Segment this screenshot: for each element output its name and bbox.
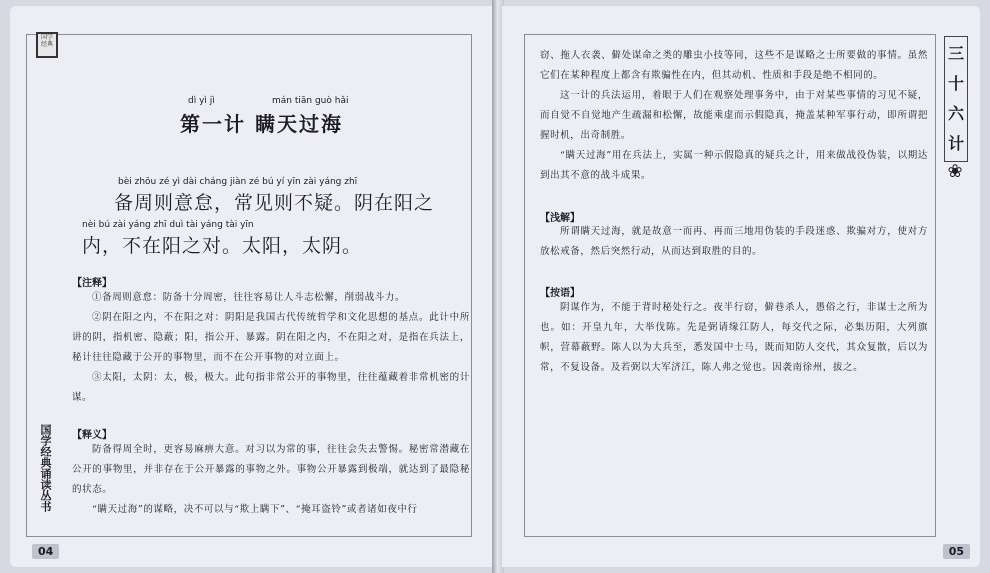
left-page xyxy=(10,6,494,567)
right-page xyxy=(502,6,980,567)
para-2: 这一计的兵法运用，着眼于人们在观察处理事务中，由于对某些事情的习见不疑，而自觉不自觉地产生疏漏和松懈，故能乘虚而示假隐真，掩盖某种军事行动，即所谓把握时机，出奇制胜。 xyxy=(540,90,928,141)
chapter-title: 第一计 瞒天过海 xyxy=(180,112,343,136)
notes-header: 【注释】 xyxy=(72,278,112,289)
series-name: 国学经典诵读丛书 xyxy=(39,424,52,512)
para-3: “瞒天过海”用在兵法上，实属一种示假隐真的疑兵之计，用来做战役伪装，以期达到出其不意的战斗成果。 xyxy=(540,150,928,181)
vertical-title-char: 三 xyxy=(947,44,964,63)
commentary-header: 【按语】 xyxy=(540,288,580,299)
series-logo-icon: 国学 经典 xyxy=(36,32,58,58)
explain-header: 【释义】 xyxy=(72,430,112,441)
verse-line-1: 备周则意怠，常见则不疑。阴在阳之 xyxy=(114,192,435,214)
verse-line-2: 内，不在阳之对。太阳，太阴。 xyxy=(82,235,363,257)
note-2: ②阴在阳之内，不在阳之对：阴阳是我国古代传统哲学和文化思想的基点。此计中所讲的阴，指机密、隐蔽；阳，指公开、暴露。阴在阳之内，不在阳之对，是指在兵法上，秘计往往隐藏于公开的事物里，而不在公开事物的对立面上。 xyxy=(72,312,470,363)
verse-pinyin-2: nèi bú zài yáng zhī duì tài yáng tài yīn xyxy=(82,220,254,230)
title-pinyin-1: dì yì jì xyxy=(188,96,215,106)
vertical-title-char: 计 xyxy=(947,134,964,153)
vertical-title-char: 十 xyxy=(947,74,964,93)
explain-last-line: “瞒天过海”的谋略，决不可以与“欺上瞒下”、“掩耳盗铃”或者诸如夜中行 xyxy=(92,504,418,515)
book-vertical-title xyxy=(944,36,968,162)
ornament-icon: ❀ xyxy=(947,161,963,182)
note-1: ①备周则意怠：防备十分周密，往往容易让人斗志松懈，削弱战斗力。 xyxy=(92,292,406,303)
title-pinyin-2: mán tiān guò hǎi xyxy=(272,96,349,106)
verse-pinyin-1: bèi zhōu zé yì dài cháng jiàn zé bú yí yīn zài yáng zhī xyxy=(118,177,358,187)
commentary-text: 阴谋作为，不能于背时秘处行之。夜半行窃，僻巷杀人，愚俗之行，非谋士之所为也。如：开皇九年，大举伐陈。先是弼请缘江防人，每交代之际，必集历阳，大列旗帜，营幕蔽野。陈人以为大兵至，悉发国中士马，既而知防人交代，其众复散，后以为常，不复设备。及若弼以大军济江，陈人弗之觉也。因袭南徐州，拔之。 xyxy=(540,302,928,373)
page-number: 05 xyxy=(943,544,970,559)
note-3: ③太阳，太阴：太，极，极大。此句指非常公开的事物里，往往蕴藏着非常机密的计谋。 xyxy=(72,372,470,403)
page-number: 04 xyxy=(32,544,59,559)
analysis-header: 【浅解】 xyxy=(540,213,580,224)
analysis-text: 所谓瞒天过海，就是故意一而再、再而三地用伪装的手段迷惑、欺骗对方，使对方放松戒备，然后突然行动，从而达到取胜的目的。 xyxy=(540,226,928,257)
vertical-title-char: 六 xyxy=(947,104,964,123)
explain-text: 防备得周全时，更容易麻痹大意。对习以为常的事，往往会失去警惕。秘密常潜藏在公开的事物里，并非存在于公开暴露的事物之外。事物公开暴露到极端，就达到了最隐秘的状态。 xyxy=(72,444,470,495)
para-1: 窃、拖人衣袭、僻处谋命之类的雕虫小技等同，这些不是谋略之士所要做的事情。虽然它们在某种程度上都含有欺骗性在内，但其动机、性质和手段是绝不相同的。 xyxy=(540,50,928,81)
